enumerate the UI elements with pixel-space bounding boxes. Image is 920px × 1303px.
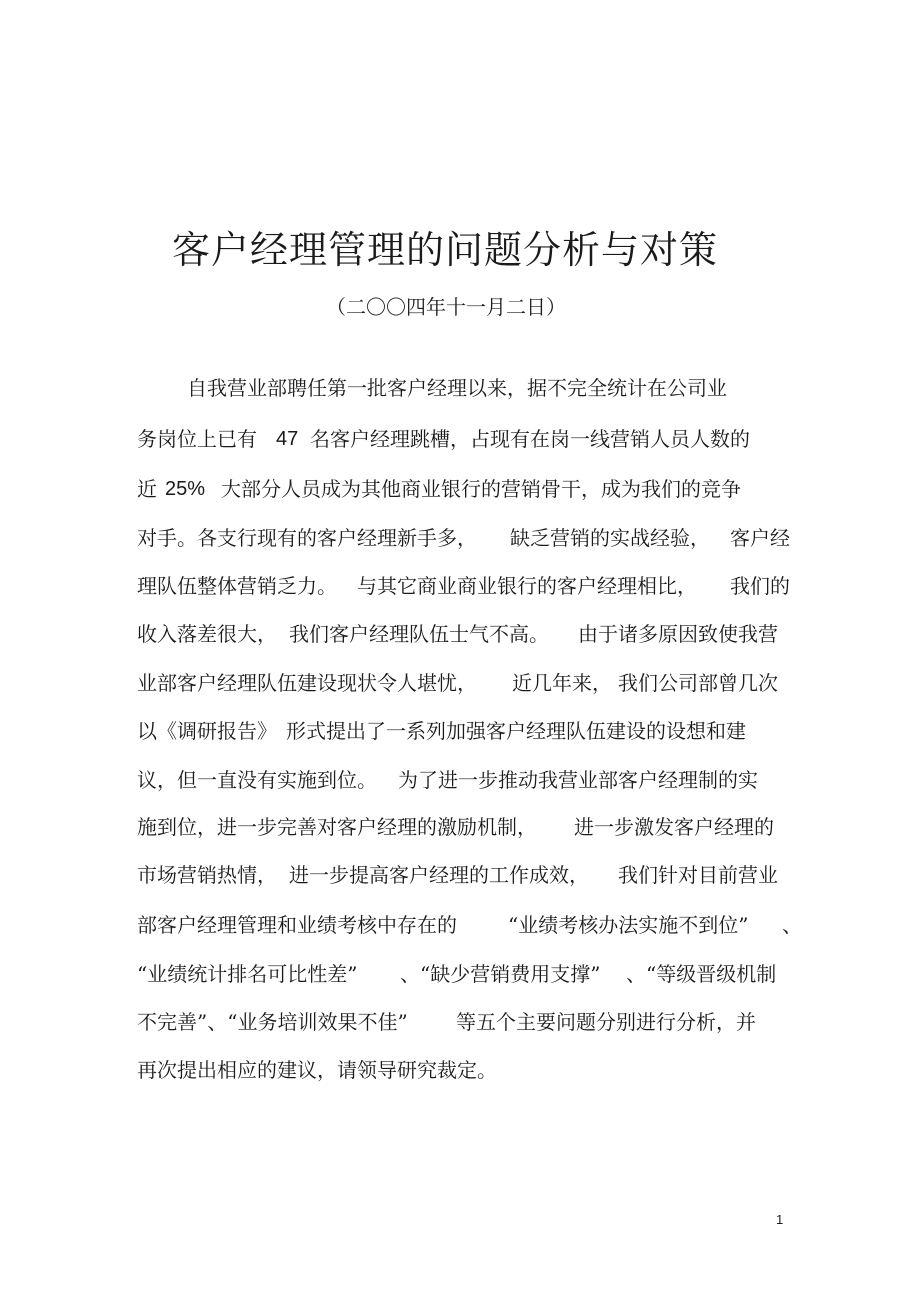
text-segment: 进一步激发客户经理的 <box>574 815 774 839</box>
text-segment: 部客户经理管理和业绩考核中存在的 <box>137 913 457 937</box>
text-segment: 、 <box>782 913 802 937</box>
text-segment: 理队伍整体营销乏力。 <box>137 574 337 598</box>
text-segment: 不完善”、“业务培训效果不佳” <box>137 1010 408 1034</box>
text-segment: 为了进一步推动我营业部客户经理制的实 <box>398 768 758 792</box>
text-segment: 我们针对目前营业 <box>618 863 778 887</box>
text-segment: 近几年来， <box>512 671 612 695</box>
text-segment: “业绩统计排名可比性差” <box>137 962 358 986</box>
text-segment: 议，但一直没有实施到位。 <box>137 768 377 792</box>
text-segment: 收入落差很大， <box>137 622 277 646</box>
text-segment: 市场营销热情， <box>137 863 277 887</box>
text-segment: 等五个主要问题分别进行分析，并 <box>456 1010 756 1034</box>
text-segment: 、“等级晋级机制 <box>626 962 777 986</box>
document-date: （二〇〇四年十一月二日） <box>326 295 566 319</box>
text-segment: 自我营业部聘任第一批客户经理以来，据不完全统计在公司业 <box>187 376 727 400</box>
text-segment: 缺乏营销的实战经验， <box>510 526 710 550</box>
text-segment: 、“缺少营销费用支撑” <box>400 962 601 986</box>
page-number: 1 <box>776 1212 784 1227</box>
text-segment: 我们客户经理队伍士气不高。 <box>289 622 549 646</box>
text-segment: 由于诸多原因致使我营 <box>578 622 778 646</box>
text-segment: 名客户经理跳槽，占现有在岗一线营销人员人数的 <box>310 427 750 451</box>
text-segment: 业部客户经理队伍建设现状令人堪忧， <box>137 671 477 695</box>
text-segment: “业绩考核办法实施不到位” <box>508 913 749 937</box>
text-segment: 再次提出相应的建议，请领导研究裁定。 <box>137 1058 497 1082</box>
text-segment: 47 <box>276 428 299 450</box>
document-title: 客户经理管理的问题分析与对策 <box>172 228 719 272</box>
text-segment: 进一步提高客户经理的工作成效， <box>289 863 589 887</box>
text-segment: 近 <box>137 477 157 501</box>
text-segment: 大部分人员成为其他商业银行的营销骨干，成为我们的竞争 <box>221 477 741 501</box>
text-segment: 施到位，进一步完善对客户经理的激励机制， <box>137 815 537 839</box>
text-segment: 形式提出了一系列加强客户经理队伍建设的设想和建 <box>286 719 746 743</box>
text-segment: 以《调研报告》 <box>137 719 277 743</box>
text-segment: 25% <box>165 478 206 500</box>
text-segment: 我们的 <box>730 574 790 598</box>
text-segment: 客户经 <box>730 526 790 550</box>
text-segment: 务岗位上已有 <box>137 427 257 451</box>
text-segment: 与其它商业商业银行的客户经理相比， <box>357 574 697 598</box>
text-segment: 我们公司部曾几次 <box>618 671 778 695</box>
text-segment: 对手。各支行现有的客户经理新手多， <box>137 526 477 550</box>
